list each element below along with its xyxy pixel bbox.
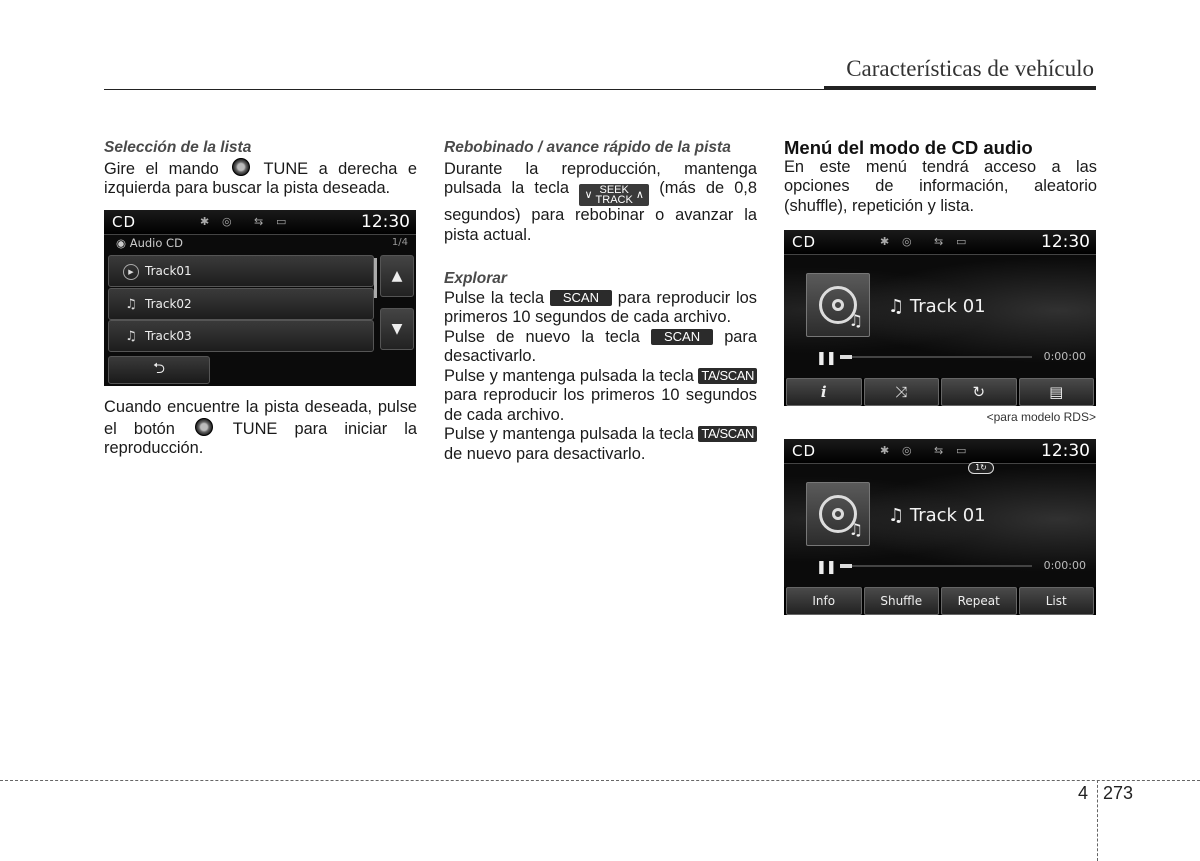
clock: 12:30 bbox=[361, 212, 410, 232]
text: Pulse de nuevo la tecla bbox=[444, 327, 640, 346]
mode-label: CD bbox=[792, 233, 817, 251]
text: TUNE para iniciar la reproducción. bbox=[104, 419, 417, 457]
cd-player-screen-text bbox=[784, 439, 1096, 615]
track-row-1[interactable] bbox=[108, 255, 374, 287]
seek-label: SEEK bbox=[599, 184, 629, 196]
list-icon[interactable]: ▤ bbox=[1019, 378, 1095, 406]
chevron-down-icon: ∨ bbox=[584, 189, 593, 201]
scan-key: SCAN bbox=[651, 329, 713, 345]
paragraph-cd-menu: En este menú tendrá acceso a las opciones de información, aleatorio (shuffle), repetición y lista. bbox=[784, 157, 1097, 215]
paragraph-scan-off bbox=[444, 328, 757, 367]
page-number: 273 bbox=[1103, 783, 1134, 803]
tune-knob-icon bbox=[195, 418, 213, 436]
column-1-lower bbox=[104, 398, 417, 459]
music-note-icon: ♫ bbox=[125, 328, 137, 344]
info-icon[interactable]: i bbox=[786, 378, 862, 406]
album-art bbox=[806, 273, 870, 337]
music-note-icon: ♫ bbox=[848, 311, 863, 330]
text: para reproducir los primeros 10 segundos de cada archivo. bbox=[444, 386, 757, 424]
subhead-list-selection: Selección de la lista bbox=[104, 139, 252, 156]
chevron-up-icon: ∧ bbox=[635, 189, 644, 201]
music-note-icon: ♫ bbox=[848, 520, 863, 539]
disc-status-icon: ◎ bbox=[222, 215, 232, 228]
usb-icon: ⇆ bbox=[254, 215, 264, 228]
shuffle-icon[interactable]: ⤨ bbox=[864, 378, 940, 406]
column-1 bbox=[104, 138, 417, 199]
source-text: Audio CD bbox=[129, 236, 183, 250]
header-title: Características de vehículo bbox=[846, 56, 1094, 81]
repeat-one-icon: 1↻ bbox=[968, 462, 994, 474]
column-3 bbox=[784, 138, 1097, 216]
aux-icon: ▭ bbox=[956, 235, 967, 248]
list-button[interactable]: List bbox=[1019, 587, 1095, 615]
text: Pulse y mantenga pulsada la tecla bbox=[444, 425, 694, 443]
aux-icon: ▭ bbox=[276, 215, 287, 228]
usb-icon: ⇆ bbox=[934, 235, 944, 248]
mode-label: CD bbox=[112, 213, 137, 231]
header-rule-accent bbox=[824, 86, 1096, 90]
status-bar bbox=[784, 230, 1096, 255]
text: Pulse la tecla bbox=[444, 288, 545, 307]
text: Gire el mando bbox=[104, 159, 219, 178]
status-bar bbox=[104, 210, 416, 235]
pause-icon[interactable]: ❚❚ bbox=[816, 560, 836, 575]
tascan-key: TA/SCAN bbox=[698, 426, 757, 442]
seek-track-label bbox=[596, 185, 633, 205]
music-note-icon: ♫ bbox=[888, 296, 905, 317]
softkey-bar bbox=[784, 587, 1096, 615]
subhead-rewind: Rebobinado / avance rápido de la pista bbox=[444, 139, 731, 156]
paragraph-tune bbox=[104, 158, 417, 199]
chapter-number: 4 bbox=[1078, 783, 1089, 803]
progress-fill bbox=[840, 564, 852, 568]
cd-player-screen-icons bbox=[784, 230, 1096, 406]
paragraph-start-play bbox=[104, 398, 417, 459]
text: TUNE a derecha e izquierda para buscar la pista deseada. bbox=[104, 159, 417, 197]
track-name: Track 01 bbox=[909, 505, 986, 526]
track-row-3[interactable] bbox=[108, 320, 374, 352]
column-2 bbox=[444, 138, 757, 464]
pause-icon[interactable]: ❚❚ bbox=[816, 351, 836, 366]
shuffle-button[interactable]: Shuffle bbox=[864, 587, 940, 615]
disc-status-icon: ◎ bbox=[902, 444, 912, 457]
scroll-down-button[interactable]: ▼ bbox=[380, 308, 414, 350]
text: Durante la reproducción, mantenga pulsada la tecla bbox=[444, 159, 757, 197]
text: para desactivarlo. bbox=[444, 327, 757, 365]
paragraph-tascan bbox=[444, 367, 757, 426]
text: de nuevo para desactivarlo. bbox=[444, 444, 646, 463]
footer-divider bbox=[1097, 780, 1098, 861]
repeat-icon[interactable]: ↻ bbox=[941, 378, 1017, 406]
text: (más de 0,8 segundos) para rebobinar o avanzar la pista actual. bbox=[444, 179, 757, 244]
seek-track-key bbox=[579, 184, 649, 206]
music-note-icon: ♫ bbox=[125, 296, 137, 312]
clock: 12:30 bbox=[1041, 441, 1090, 461]
paragraph-tascan-off bbox=[444, 425, 757, 464]
footer-rule bbox=[0, 780, 1200, 781]
repeat-button[interactable]: Repeat bbox=[941, 587, 1017, 615]
tune-knob-icon bbox=[232, 158, 250, 176]
status-bar bbox=[784, 439, 1096, 464]
info-button[interactable]: Info bbox=[786, 587, 862, 615]
text: Cuando encuentre la pista deseada, pulse el botón bbox=[104, 398, 417, 438]
track-list-screen bbox=[104, 210, 416, 386]
play-icon: ▶ bbox=[123, 263, 139, 280]
progress-fill bbox=[840, 355, 852, 359]
track-name: Track02 bbox=[145, 297, 192, 311]
bluetooth-icon: ✱ bbox=[200, 215, 210, 228]
progress-track bbox=[840, 356, 1032, 358]
text: Pulse y mantenga pulsada la tecla bbox=[444, 366, 694, 385]
subhead-explore: Explorar bbox=[444, 270, 507, 287]
scrollbar[interactable] bbox=[374, 258, 377, 298]
tascan-key: TA/SCAN bbox=[698, 368, 757, 384]
back-button[interactable]: ⮌ bbox=[108, 356, 210, 384]
caption-rds-model: <para modelo RDS> bbox=[986, 410, 1096, 424]
disc-status-icon: ◎ bbox=[902, 235, 912, 248]
usb-icon: ⇆ bbox=[934, 444, 944, 457]
scroll-up-button[interactable]: ▲ bbox=[380, 255, 414, 297]
track-name: Track01 bbox=[145, 264, 192, 278]
track-title bbox=[888, 505, 986, 526]
clock: 12:30 bbox=[1041, 232, 1090, 252]
elapsed-time: 0:00:00 bbox=[1043, 350, 1086, 363]
paragraph-seek bbox=[444, 160, 757, 246]
music-note-icon: ♫ bbox=[888, 505, 905, 526]
track-label: TRACK bbox=[595, 194, 633, 206]
track-name: Track 01 bbox=[909, 296, 986, 317]
source-label bbox=[116, 236, 183, 250]
track-title bbox=[888, 296, 986, 317]
mode-label: CD bbox=[792, 442, 817, 460]
page-indicator: 1/4 bbox=[391, 237, 408, 248]
progress-track bbox=[840, 565, 1032, 567]
elapsed-time: 0:00:00 bbox=[1043, 559, 1086, 572]
aux-icon: ▭ bbox=[956, 444, 967, 457]
scan-key: SCAN bbox=[550, 290, 612, 306]
text: para reproducir los primeros 10 segundos de cada archivo. bbox=[444, 288, 757, 326]
heading-cd-menu: Menú del modo de CD audio bbox=[784, 137, 1033, 158]
track-name: Track03 bbox=[145, 329, 192, 343]
album-art bbox=[806, 482, 870, 546]
bluetooth-icon: ✱ bbox=[880, 444, 890, 457]
cd-icon: ◉ bbox=[116, 236, 127, 250]
softkey-bar bbox=[784, 378, 1096, 406]
track-row-2[interactable] bbox=[108, 288, 374, 320]
bluetooth-icon: ✱ bbox=[880, 235, 890, 248]
paragraph-scan bbox=[444, 289, 757, 328]
